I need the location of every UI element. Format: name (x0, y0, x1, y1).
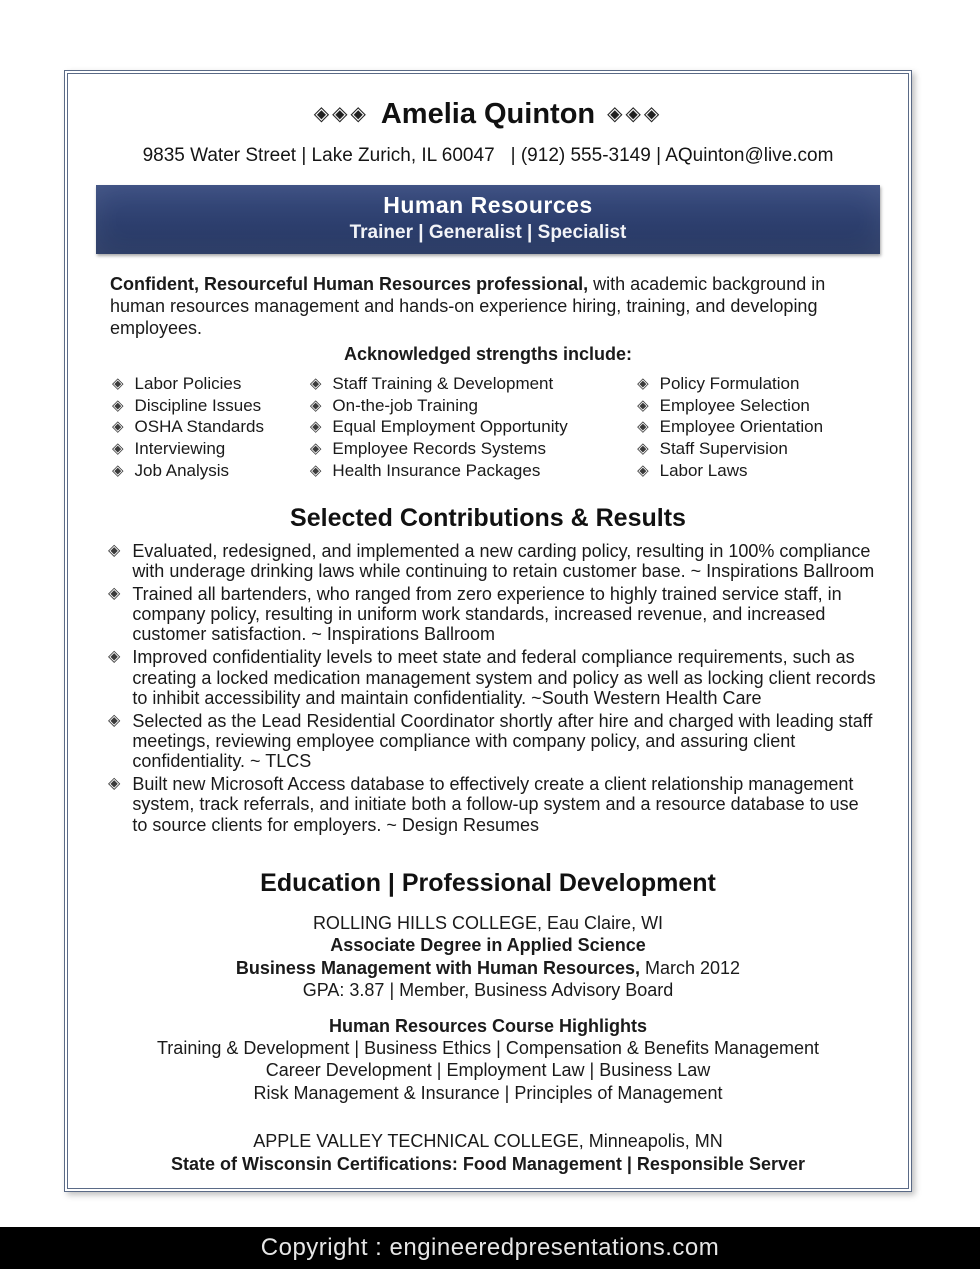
diamond-bullet-icon: ◈ (108, 775, 121, 793)
diamond-bullet-icon: ◈ (309, 418, 322, 436)
strength-item (637, 416, 880, 438)
contribution-text: Evaluated, redesigned, and implemented a new carding policy, resulting in 100% compliance with underage drinking laws while continuing to retain customer base. ~ Inspirations Ballroom (132, 540, 875, 581)
diamond-bullet-icon: ◈ (108, 711, 121, 729)
diamond-bullet-icon: ◈ (309, 396, 322, 414)
strength-item (310, 373, 637, 395)
education-major: Business Management with Human Resources, (235, 957, 641, 978)
course-line: Risk Management & Insurance | Principles of Management (253, 1082, 723, 1103)
strength-label: Interviewing (134, 439, 226, 459)
contribution-text: Improved confidentiality levels to meet state and federal compliance requirements, such as creating a locked medication management system and policy as well as locking client records to inhibit accessibility and maintain confidentiality. ~South Western Health Care (132, 647, 876, 708)
title-banner (96, 185, 880, 254)
contact-line (96, 145, 880, 167)
strength-item (112, 373, 310, 395)
contribution-text: Trained all bartenders, who ranged from zero experience to highly trained service staff, in company policy, resulting in uniform work standards, increased revenue, and increased customer satisfaction. ~ Inspirations Ballroom (132, 583, 842, 645)
summary-paragraph (110, 274, 870, 340)
diamond-bullet-icon: ◈ (112, 461, 124, 479)
diamond-bullet-icon: ◈ (637, 396, 649, 414)
summary-rest: with academic background in human resources management and hands-on experience hiring, training, and developing employees. (110, 274, 826, 338)
strength-item (112, 460, 310, 482)
strength-label: Discipline Issues (134, 395, 262, 415)
diamond-bullet-icon: ◈ (637, 461, 649, 479)
strengths-heading: Acknowledged strengths include: (343, 343, 633, 364)
education-degree: Associate Degree in Applied Science (330, 935, 646, 956)
contribution-item (108, 774, 880, 834)
contact-phone-email: | (912) 555-3149 | AQuinton@live.com (510, 145, 834, 166)
page-content (67, 73, 909, 1189)
diamond-decoration-right-icon: ◈◈◈ (607, 103, 663, 125)
copyright-bar (0, 1227, 980, 1269)
strengths-column-2 (310, 373, 637, 482)
strength-label: Employee Orientation (659, 417, 824, 437)
diamond-bullet-icon: ◈ (309, 374, 322, 392)
strength-label: Job Analysis (134, 460, 230, 480)
strength-item (637, 373, 880, 395)
education-gpa: GPA: 3.87 | Member, Business Advisory Board (302, 980, 674, 1001)
strength-item (637, 438, 880, 460)
strength-item (310, 438, 637, 460)
strength-label: Policy Formulation (659, 373, 800, 393)
contribution-item (108, 711, 880, 771)
summary-lead: Confident, Resourceful Human Resources professional, (110, 274, 589, 294)
strength-label: Health Insurance Packages (332, 460, 541, 480)
diamond-bullet-icon: ◈ (112, 374, 124, 392)
contribution-text: Built new Microsoft Access database to effectively create a client relationship management system, track referrals, and initiate both a follow-up system and a resource database to use to source clients for employers. ~ Design Resumes (132, 774, 859, 835)
strength-label: On-the-job Training (332, 395, 478, 415)
strength-item (637, 395, 880, 417)
education-certifications: State of Wisconsin Certifications: Food Management | Responsible Server (171, 1153, 805, 1174)
diamond-bullet-icon: ◈ (108, 584, 121, 602)
diamond-bullet-icon: ◈ (309, 440, 322, 458)
course-line: Career Development | Employment Law | Business Law (265, 1060, 711, 1081)
page-border-frame (64, 70, 912, 1192)
banner-title: Human Resources (383, 192, 593, 218)
course-line: Training & Development | Business Ethics | Compensation & Benefits Management (156, 1037, 820, 1058)
strength-item (310, 416, 637, 438)
diamond-bullet-icon: ◈ (637, 440, 649, 458)
strength-label: Labor Policies (134, 373, 242, 393)
strengths-columns (112, 373, 880, 482)
diamond-bullet-icon: ◈ (112, 418, 124, 436)
education-major-line (96, 957, 880, 980)
candidate-name: Amelia Quinton (380, 98, 596, 130)
banner-subtitle: Trainer | Generalist | Specialist (349, 222, 627, 243)
course-highlights-heading: Human Resources Course Highlights (328, 1015, 648, 1036)
education-school-2: APPLE VALLEY TECHNICAL COLLEGE, Minneapolis, MN (253, 1131, 723, 1152)
strength-item (112, 416, 310, 438)
diamond-bullet-icon: ◈ (309, 461, 322, 479)
diamond-bullet-icon: ◈ (112, 440, 124, 458)
diamond-bullet-icon: ◈ (108, 541, 121, 559)
strength-label: OSHA Standards (134, 417, 265, 437)
diamond-bullet-icon: ◈ (112, 396, 124, 414)
education-date: March 2012 (640, 957, 741, 978)
strength-item (112, 395, 310, 417)
strength-label: Staff Training & Development (332, 373, 554, 393)
diamond-bullet-icon: ◈ (637, 374, 649, 392)
strength-item (637, 460, 880, 482)
education-school-1: ROLLING HILLS COLLEGE, Eau Claire, WI (312, 912, 664, 933)
contribution-item (108, 584, 880, 644)
strength-label: Employee Records Systems (332, 439, 546, 459)
diamond-bullet-icon: ◈ (637, 418, 649, 436)
strength-item (310, 460, 637, 482)
strength-item (310, 395, 637, 417)
strength-label: Equal Employment Opportunity (332, 417, 568, 437)
strength-item (112, 438, 310, 460)
strength-label: Labor Laws (659, 460, 748, 480)
strengths-column-3 (637, 373, 880, 482)
contribution-item (108, 541, 880, 581)
strength-label: Employee Selection (659, 395, 810, 415)
strengths-column-1 (112, 373, 310, 482)
contact-address: 9835 Water Street | Lake Zurich, IL 60047 (142, 145, 495, 166)
candidate-name-line (96, 98, 880, 131)
diamond-bullet-icon: ◈ (108, 648, 121, 666)
contributions-heading: Selected Contributions & Results (290, 503, 686, 532)
strength-label: Staff Supervision (659, 439, 788, 459)
contribution-item (108, 647, 880, 707)
education-heading: Education | Professional Development (260, 868, 716, 897)
diamond-decoration-left-icon: ◈◈◈ (313, 103, 369, 125)
copyright-text: Copyright : engineeredpresentations.com (260, 1234, 720, 1261)
contributions-list (96, 541, 880, 835)
contribution-text: Selected as the Lead Residential Coordinator shortly after hire and charged with leading staff meetings, reviewing employee compliance with company policy, and assuring client confidentiality. ~ TLCS (132, 710, 873, 772)
